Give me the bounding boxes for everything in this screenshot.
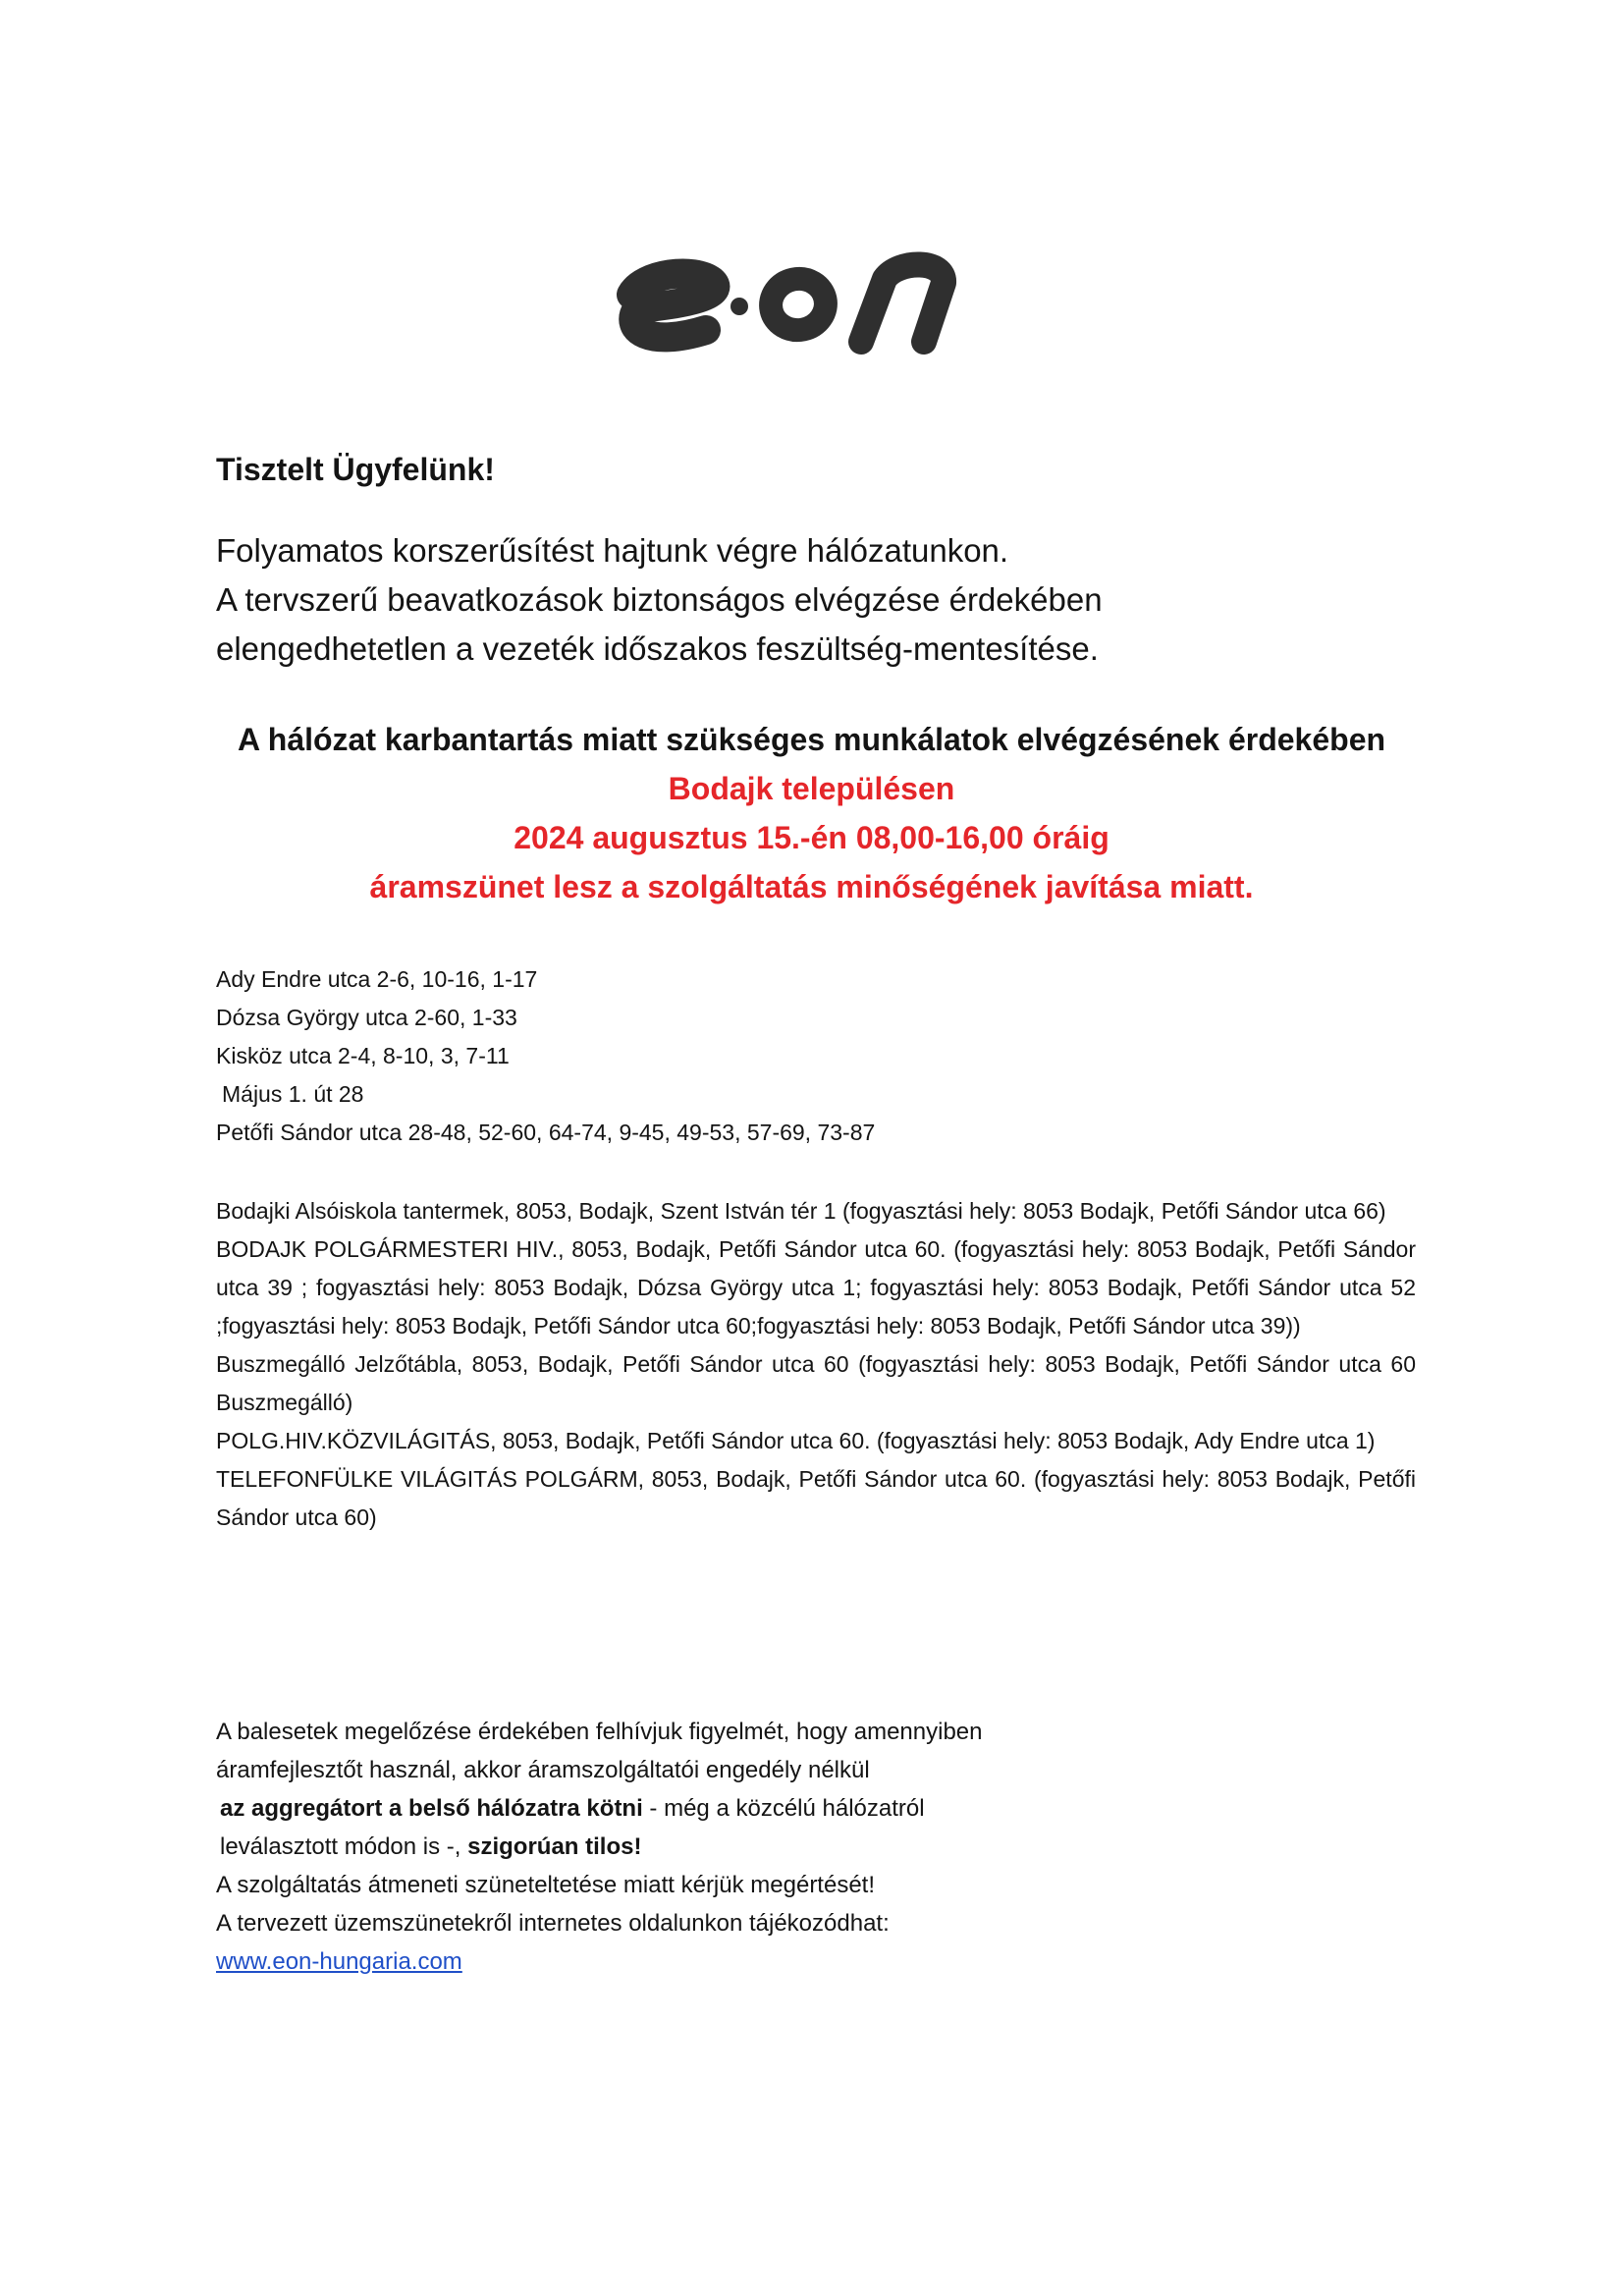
street-item: Május 1. út 28	[222, 1081, 364, 1107]
warning-line: áramfejlesztőt használ, akkor áramszolgáltatói engedély nélkül	[216, 1757, 870, 1783]
eon-logo	[604, 224, 997, 371]
safety-warning	[216, 1713, 1434, 1981]
site-item: POLG.HIV.KÖZVILÁGITÁS, 8053, Bodajk, Petőfi Sándor utca 60. (fogyasztási hely: 8053 Bodajk, Ady Endre utca 1)	[216, 1428, 1376, 1453]
warning-line: A szolgáltatás átmeneti szüneteltetése miatt kérjük megértését!	[216, 1872, 876, 1898]
outage-location: Bodajk településen	[668, 771, 955, 806]
outage-reason: áramszünet lesz a szolgáltatás minőségének javítása miatt.	[369, 869, 1254, 904]
warning-line	[216, 1828, 1434, 1866]
street-item: Dózsa György utca 2-60, 1-33	[216, 1005, 517, 1030]
intro-line: elengedhetetlen a vezeték időszakos feszültség-mentesítése.	[216, 630, 1099, 667]
announcement-heading: A hálózat karbantartás miatt szükséges munkálatok elvégzésének érdekében	[237, 722, 1386, 757]
affected-streets-list	[216, 960, 875, 1152]
street-item: Kisköz utca 2-4, 8-10, 3, 7-11	[216, 1043, 510, 1068]
greeting-heading: Tisztelt Ügyfelünk!	[216, 452, 495, 487]
warning-emphasis: szigorúan tilos!	[467, 1833, 642, 1860]
warning-line: A tervezett üzemszünetekről internetes oldalunkon tájékozódhat:	[216, 1910, 890, 1937]
warning-line	[216, 1789, 1434, 1828]
intro-line: A tervszerű beavatkozások biztonságos elvégzése érdekében	[216, 581, 1103, 618]
warning-line: A balesetek megelőzése érdekében felhívjuk figyelmét, hogy amennyiben	[216, 1719, 983, 1745]
warning-line	[216, 1942, 1434, 1981]
affected-sites-list	[216, 1192, 1416, 1537]
intro-paragraph	[216, 526, 1434, 674]
warning-text: leválasztott módon is -,	[220, 1833, 468, 1860]
outage-datetime: 2024 augusztus 15.-én 08,00-16,00 óráig	[514, 820, 1109, 855]
site-item: BODAJK POLGÁRMESTERI HIV., 8053, Bodajk, Petőfi Sándor utca 60. (fogyasztási hely: 8053 Bodajk, Petőfi Sándor utca 39 ; fogyasztási hely: 8053 Bodajk, Dózsa György utca 1; fogyasztási hely: 8053 Bodajk, Petőfi Sándor utca 52 ;fogyasztási hely: 8053 Bodajk, Petőfi Sándor utca 60;fogyasztási hely: 8053 Bodajk, Petőfi Sándor utca 39))	[216, 1236, 1416, 1339]
warning-emphasis: az aggregátort a belső hálózatra kötni	[220, 1795, 643, 1822]
outage-announcement	[147, 715, 1476, 911]
intro-line: Folyamatos korszerűsítést hajtunk végre hálózatunkon.	[216, 532, 1009, 569]
site-item: TELEFONFÜLKE VILÁGITÁS POLGÁRM, 8053, Bodajk, Petőfi Sándor utca 60. (fogyasztási hely: 8053 Bodajk, Petőfi Sándor utca 60)	[216, 1466, 1416, 1530]
warning-text: - még a közcélú hálózatról	[642, 1795, 925, 1822]
website-link[interactable]: www.eon-hungaria.com	[216, 1948, 462, 1975]
site-item: Buszmegálló Jelzőtábla, 8053, Bodajk, Petőfi Sándor utca 60 (fogyasztási hely: 8053 Bodajk, Petőfi Sándor utca 60 Buszmegálló)	[216, 1351, 1416, 1415]
site-item: Bodajki Alsóiskola tantermek, 8053, Bodajk, Szent István tér 1 (fogyasztási hely: 8053 Bodajk, Petőfi Sándor utca 66)	[216, 1198, 1386, 1224]
street-item: Ady Endre utca 2-6, 10-16, 1-17	[216, 966, 538, 992]
street-item: Petőfi Sándor utca 28-48, 52-60, 64-74, 9-45, 49-53, 57-69, 73-87	[216, 1120, 876, 1145]
